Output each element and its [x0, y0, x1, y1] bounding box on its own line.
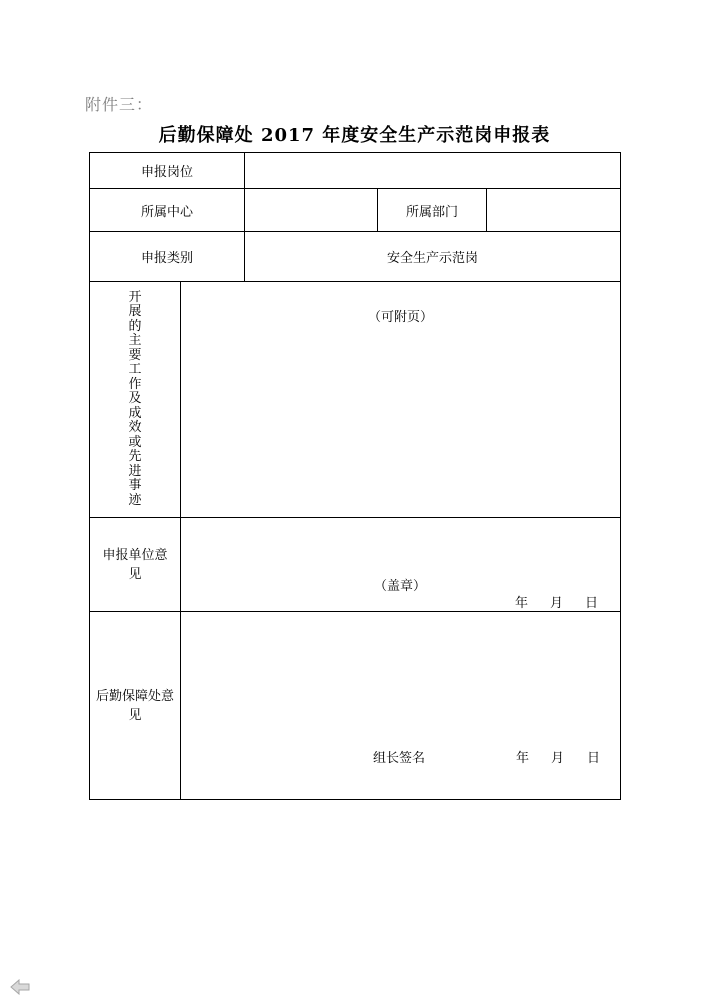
office-month: 月	[551, 751, 565, 766]
center-field[interactable]	[245, 189, 378, 232]
position-field[interactable]	[245, 153, 621, 189]
dept-field[interactable]	[487, 189, 621, 232]
unit-seal: （盖章）	[374, 579, 427, 594]
office-sign-label: 组长签名	[373, 751, 426, 766]
unit-year: 年	[515, 596, 529, 611]
attachment-label: 附件三：	[85, 95, 154, 114]
application-form-table	[89, 152, 621, 800]
position-label: 申报岗位	[90, 153, 245, 189]
center-label: 所属中心	[90, 189, 245, 232]
office-year: 年	[516, 751, 530, 766]
work-label-cell	[90, 282, 181, 518]
unit-label: 申报单位意见	[102, 547, 168, 582]
work-label: 开展的主要工作及成效或先进事迹	[128, 289, 142, 508]
unit-day: 日	[585, 596, 599, 611]
dept-label: 所属部门	[378, 189, 487, 232]
work-note: （可附页）	[368, 310, 434, 325]
office-label-cell	[90, 612, 181, 800]
back-arrow-icon[interactable]	[10, 979, 30, 995]
category-value: 安全生产示范岗	[245, 232, 621, 282]
office-opinion-field[interactable]	[181, 612, 621, 800]
form-title: 后勤保障处 2017 年度安全生产示范岗申报表	[158, 125, 551, 146]
category-label: 申报类别	[90, 232, 245, 282]
unit-month: 月	[550, 596, 564, 611]
office-day: 日	[587, 751, 601, 766]
unit-label-cell	[90, 518, 181, 612]
unit-opinion-field[interactable]	[181, 518, 621, 612]
office-label: 后勤保障处意见	[95, 688, 174, 723]
work-content-field[interactable]	[181, 282, 621, 518]
